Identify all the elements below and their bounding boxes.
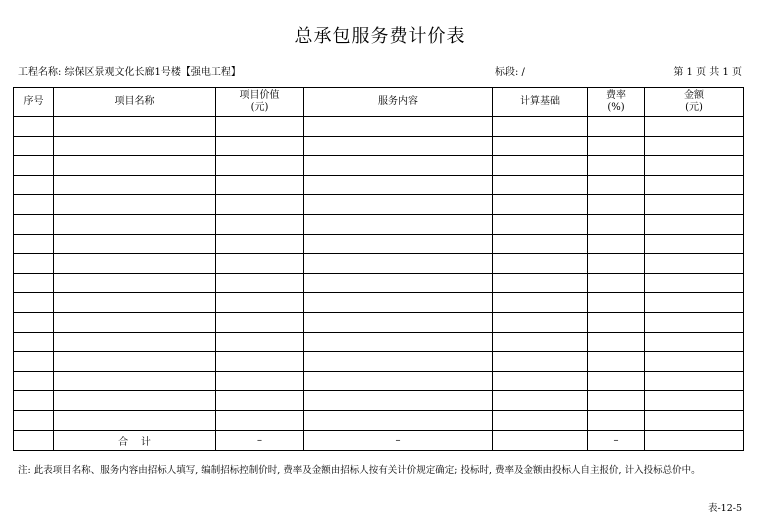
table-row <box>14 371 744 391</box>
table-row <box>14 117 744 137</box>
table-cell[interactable] <box>304 234 493 254</box>
table-cell[interactable] <box>588 293 645 313</box>
table-cell[interactable] <box>588 117 645 137</box>
table-cell[interactable] <box>304 391 493 411</box>
table-cell[interactable] <box>304 371 493 391</box>
table-cell[interactable] <box>216 293 304 313</box>
table-cell[interactable] <box>645 214 744 234</box>
table-cell[interactable] <box>645 273 744 293</box>
table-cell[interactable] <box>216 371 304 391</box>
table-row <box>14 273 744 293</box>
table-row <box>14 136 744 156</box>
total-service: – <box>304 430 493 450</box>
table-cell[interactable] <box>54 371 216 391</box>
total-value: – <box>216 430 304 450</box>
column-header-rate: 费率 (%) <box>588 88 645 117</box>
table-cell[interactable] <box>54 136 216 156</box>
table-cell[interactable] <box>14 410 54 430</box>
column-header-calc-basis: 计算基础 <box>493 88 588 117</box>
project-name: 工程名称: 综保区景观文化长廊1号楼【强电工程】 <box>18 67 241 78</box>
table-cell[interactable] <box>304 175 493 195</box>
table-cell[interactable] <box>493 117 588 137</box>
table-cell[interactable] <box>54 214 216 234</box>
table-cell[interactable] <box>645 352 744 372</box>
table-cell[interactable] <box>216 410 304 430</box>
table-cell[interactable] <box>588 234 645 254</box>
table-cell[interactable] <box>645 293 744 313</box>
column-header-service-content: 服务内容 <box>304 88 493 117</box>
table-cell[interactable] <box>304 352 493 372</box>
table-cell[interactable] <box>493 391 588 411</box>
table-cell[interactable] <box>14 234 54 254</box>
table-cell[interactable] <box>216 117 304 137</box>
table-cell[interactable] <box>54 293 216 313</box>
table-cell[interactable] <box>54 156 216 176</box>
table-cell[interactable] <box>216 214 304 234</box>
table-cell[interactable] <box>54 352 216 372</box>
table-cell[interactable] <box>304 332 493 352</box>
table-cell[interactable] <box>304 293 493 313</box>
table-cell[interactable] <box>493 312 588 332</box>
table-cell[interactable] <box>588 352 645 372</box>
page-indicator: 第 1 页 共 1 页 <box>673 67 742 78</box>
table-row <box>14 214 744 234</box>
table-cell[interactable] <box>588 410 645 430</box>
table-row <box>14 312 744 332</box>
table-cell[interactable] <box>588 312 645 332</box>
table-cell[interactable] <box>588 371 645 391</box>
total-amount <box>645 430 744 450</box>
table-cell[interactable] <box>216 156 304 176</box>
table-cell[interactable] <box>216 273 304 293</box>
table-cell[interactable] <box>54 175 216 195</box>
table-cell[interactable] <box>645 195 744 215</box>
table-cell[interactable] <box>588 273 645 293</box>
table-cell[interactable] <box>588 156 645 176</box>
table-cell[interactable] <box>14 156 54 176</box>
table-body <box>14 117 744 431</box>
table-cell[interactable] <box>14 117 54 137</box>
table-cell[interactable] <box>54 195 216 215</box>
total-rate: – <box>588 430 645 450</box>
unit-label: (%) <box>607 102 625 113</box>
table-row <box>14 254 744 274</box>
table-cell[interactable] <box>493 214 588 234</box>
table-cell[interactable] <box>493 175 588 195</box>
table-cell[interactable] <box>14 195 54 215</box>
table-cell[interactable] <box>54 332 216 352</box>
table-cell[interactable] <box>588 254 645 274</box>
table-cell[interactable] <box>216 332 304 352</box>
table-cell[interactable] <box>216 312 304 332</box>
column-header-index: 序号 <box>14 88 54 117</box>
table-cell[interactable] <box>304 195 493 215</box>
table-cell[interactable] <box>493 195 588 215</box>
table-cell[interactable] <box>645 117 744 137</box>
table-cell[interactable] <box>216 234 304 254</box>
table-cell[interactable] <box>645 371 744 391</box>
total-index-cell <box>14 430 54 450</box>
table-cell[interactable] <box>645 136 744 156</box>
form-number: 表-12-5 <box>707 503 742 514</box>
table-cell[interactable] <box>304 410 493 430</box>
column-header-amount: 金额 (元) <box>645 88 744 117</box>
table-cell[interactable] <box>645 410 744 430</box>
table-cell[interactable] <box>54 234 216 254</box>
column-header-item-value: 项目价值 (元) <box>216 88 304 117</box>
table-cell[interactable] <box>216 254 304 274</box>
table-cell[interactable] <box>645 175 744 195</box>
table-cell[interactable] <box>14 352 54 372</box>
table-cell[interactable] <box>304 312 493 332</box>
table-row <box>14 195 744 215</box>
footnote: 注: 此表项目名称、服务内容由招标人填写, 编制招标控制价时, 费率及金额由招标人按有关计价规定确定; 投标时, 费率及金额由投标人自主报价, 计入投标总价中。 <box>18 465 701 476</box>
table-row <box>14 332 744 352</box>
table-cell[interactable] <box>304 156 493 176</box>
table-cell[interactable] <box>216 391 304 411</box>
table-cell[interactable] <box>216 195 304 215</box>
table-cell[interactable] <box>588 332 645 352</box>
table-cell[interactable] <box>493 156 588 176</box>
table-cell[interactable] <box>304 214 493 234</box>
table-cell[interactable] <box>493 293 588 313</box>
table-cell[interactable] <box>54 391 216 411</box>
table-cell[interactable] <box>645 332 744 352</box>
table-cell[interactable] <box>14 254 54 274</box>
table-cell[interactable] <box>14 332 54 352</box>
table-cell[interactable] <box>493 273 588 293</box>
table-cell[interactable] <box>14 175 54 195</box>
table-row <box>14 293 744 313</box>
column-header-item-name: 项目名称 <box>54 88 216 117</box>
table-cell[interactable] <box>54 254 216 274</box>
table-row <box>14 156 744 176</box>
table-cell[interactable] <box>645 234 744 254</box>
table-cell[interactable] <box>645 312 744 332</box>
table-cell[interactable] <box>493 410 588 430</box>
table-cell[interactable] <box>54 312 216 332</box>
table-cell[interactable] <box>304 117 493 137</box>
unit-label: (元) <box>685 102 703 113</box>
table-cell[interactable] <box>493 234 588 254</box>
table-cell[interactable] <box>588 136 645 156</box>
table-header-row <box>14 88 744 117</box>
table-cell[interactable] <box>54 117 216 137</box>
table-cell[interactable] <box>216 136 304 156</box>
total-row <box>14 430 744 450</box>
table-row <box>14 175 744 195</box>
table-cell[interactable] <box>304 273 493 293</box>
table-cell[interactable] <box>14 293 54 313</box>
table-cell[interactable] <box>54 410 216 430</box>
table-cell[interactable] <box>14 312 54 332</box>
table-cell[interactable] <box>493 254 588 274</box>
table-cell[interactable] <box>304 136 493 156</box>
unit-label: (元) <box>250 102 269 113</box>
table-row <box>14 352 744 372</box>
table-cell[interactable] <box>588 195 645 215</box>
table-cell[interactable] <box>493 371 588 391</box>
table-row <box>14 391 744 411</box>
table-cell[interactable] <box>645 156 744 176</box>
total-basis <box>493 430 588 450</box>
table-row <box>14 410 744 430</box>
table-cell[interactable] <box>14 214 54 234</box>
table-cell[interactable] <box>14 273 54 293</box>
table-cell[interactable] <box>14 371 54 391</box>
table-cell[interactable] <box>588 175 645 195</box>
table-cell[interactable] <box>304 254 493 274</box>
table-cell[interactable] <box>493 352 588 372</box>
table-cell[interactable] <box>14 391 54 411</box>
table-cell[interactable] <box>645 391 744 411</box>
table-cell[interactable] <box>216 175 304 195</box>
section-label: 标段: / <box>495 67 525 78</box>
table-cell[interactable] <box>588 391 645 411</box>
total-label: 合 计 <box>54 430 216 450</box>
table-cell[interactable] <box>14 136 54 156</box>
table-cell[interactable] <box>493 136 588 156</box>
table-cell[interactable] <box>54 273 216 293</box>
table-row <box>14 234 744 254</box>
table-cell[interactable] <box>645 254 744 274</box>
table-cell[interactable] <box>588 214 645 234</box>
service-fee-table <box>13 87 744 451</box>
page-title: 总承包服务费计价表 <box>294 26 466 47</box>
table-cell[interactable] <box>216 352 304 372</box>
table-cell[interactable] <box>493 332 588 352</box>
